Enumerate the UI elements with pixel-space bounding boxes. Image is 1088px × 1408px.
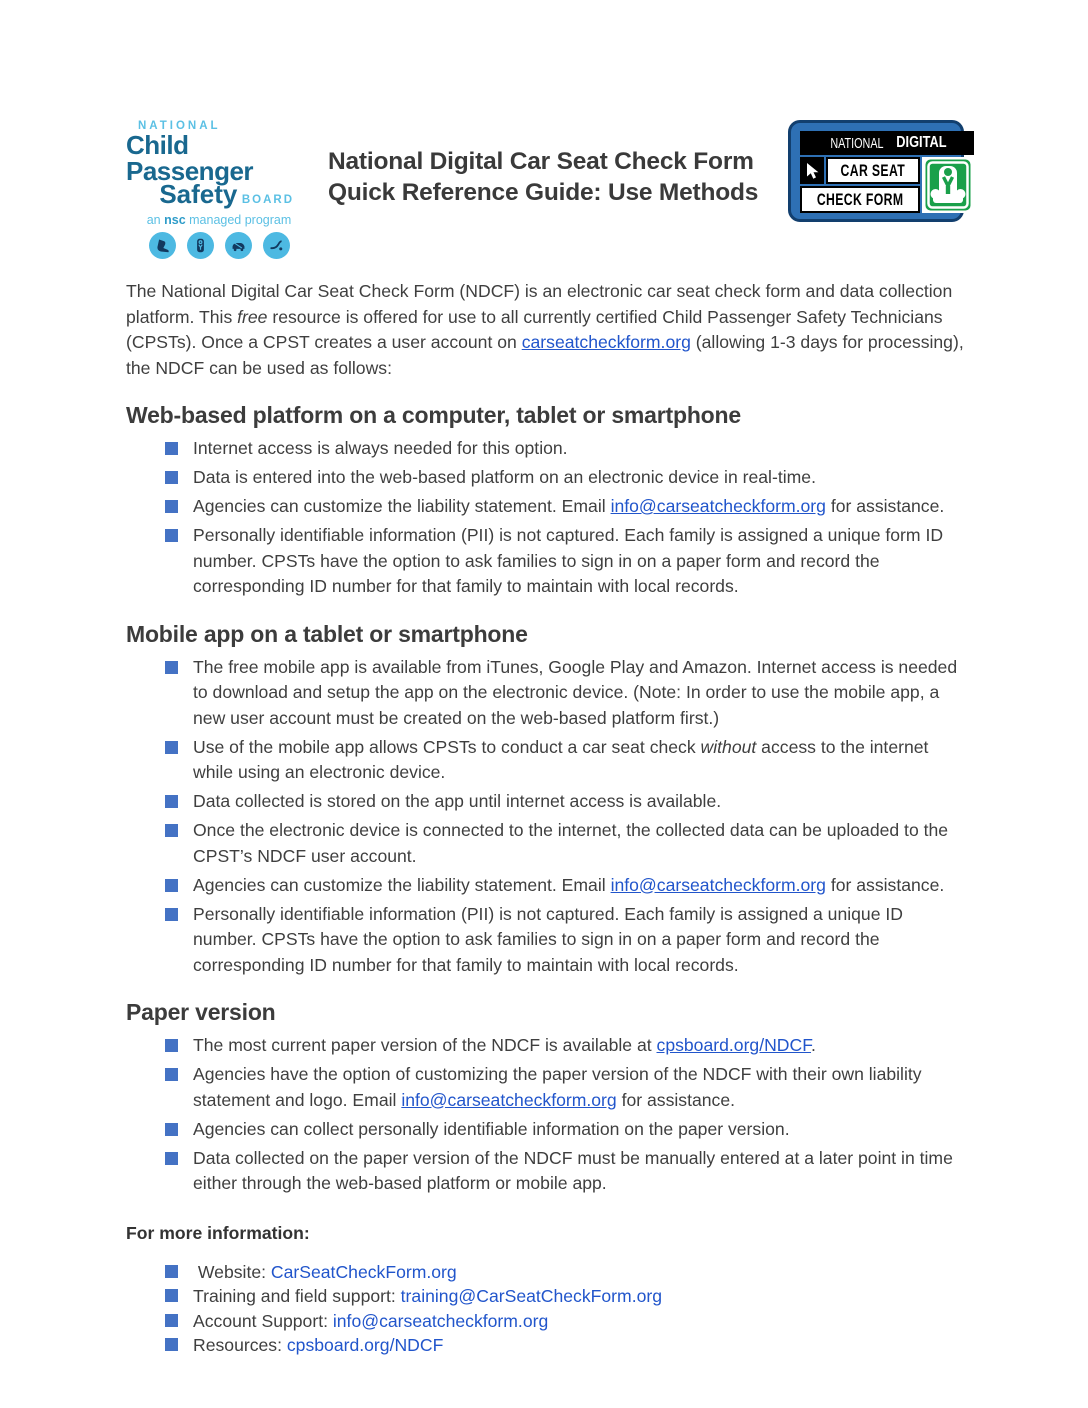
bullet-square-icon (165, 529, 178, 542)
page-title (312, 120, 788, 208)
bullet-item (165, 818, 964, 869)
bullet-square-icon (165, 661, 178, 674)
bullet-square-icon (165, 795, 178, 808)
hyperlink[interactable]: cpsboard.org/NDCF (656, 1035, 812, 1055)
seatbelt-icon (263, 232, 290, 259)
bullet-square-icon (165, 824, 178, 837)
vehicle-icon (225, 232, 252, 259)
bullet-text (193, 1333, 964, 1357)
ndcf-digital-label: DIGITAL (896, 134, 947, 151)
text-run: Training and field support: (193, 1286, 401, 1306)
text-run: Personally identifiable information (PII) is not captured. Each family is assigned a unique form ID number. CPSTs have the option to ask families to sign in on a paper form and record the corresponding ID number for that family to maintain with local records. (193, 525, 948, 596)
document-header (126, 120, 964, 259)
bullet-list (126, 436, 964, 600)
bullet-item (165, 1033, 964, 1059)
ndcf-check-form-label-box (800, 186, 920, 213)
text-run: Data collected is stored on the app until internet access is available. (193, 791, 722, 811)
board-logo-tagline (126, 213, 312, 227)
text-run: resource is offered for use to all currently certified Child Passenger Safety Technicians (CPSTs). Once a CPST creates a user account on (126, 306, 948, 352)
bullet-item (165, 1333, 964, 1357)
cps-board-logo (126, 120, 312, 259)
board-logo-board-label: BOARD (241, 194, 294, 206)
bullet-list (126, 1033, 964, 1197)
bullet-square-icon (165, 1123, 178, 1136)
ndcf-car-seat-label-box (826, 157, 920, 184)
bullet-text (193, 1284, 964, 1308)
bullet-text (193, 1033, 964, 1059)
section-more-information (126, 1223, 964, 1358)
ndcf-check-form-label: CHECK FORM (816, 189, 904, 209)
section-heading: Mobile app on a tablet or smartphone (126, 620, 528, 647)
section-mobile-app (126, 621, 964, 979)
board-logo-national-label: NATIONAL (138, 120, 221, 132)
tagline-post: managed program (185, 213, 292, 227)
board-logo-safety-label: Safety (159, 179, 238, 209)
hyperlink[interactable]: carseatcheckform.org (521, 332, 691, 352)
bullet-square-icon (165, 442, 178, 455)
bullet-text (193, 1309, 964, 1333)
bullet-text (193, 902, 964, 979)
hyperlink[interactable]: info@carseatcheckform.org (610, 496, 826, 516)
bullet-square-icon (165, 471, 178, 484)
bullet-item (165, 1062, 964, 1113)
section-heading: Paper version (126, 999, 276, 1025)
car-seat-icon (149, 232, 176, 259)
page-title-line2: Quick Reference Guide: Use Methods (328, 179, 759, 206)
text-run: for assistance. (825, 874, 945, 895)
bullet-item (165, 902, 964, 979)
text-run: The most current paper version of the NDCF is available at (193, 1035, 657, 1055)
bullet-text (193, 1146, 964, 1197)
tagline-pre: an (146, 213, 165, 227)
bullet-text (193, 436, 964, 462)
board-logo-icon-row (126, 232, 312, 259)
bullet-item (165, 436, 964, 462)
section-paper-version (126, 999, 964, 1197)
text-run: access to the internet while using an electronic device. (193, 736, 934, 782)
more-info-list (126, 1260, 964, 1358)
bullet-square-icon (165, 1068, 178, 1081)
more-info-heading: For more information: (126, 1222, 310, 1243)
section-heading: Web-based platform on a computer, tablet or smartphone (126, 402, 741, 428)
ndcf-car-seat-label: CAR SEAT (840, 160, 906, 180)
italic-text: without (700, 736, 757, 757)
bullet-text (193, 655, 964, 732)
bullet-item (165, 735, 964, 786)
hyperlink[interactable]: CarSeatCheckForm.org (270, 1261, 457, 1282)
hyperlink[interactable]: training@CarSeatCheckForm.org (400, 1286, 663, 1306)
italic-text: free (237, 306, 268, 327)
hyperlink[interactable]: cpsboard.org/NDCF (286, 1335, 444, 1355)
text-run: . (811, 1035, 816, 1055)
text-run: for assistance. (616, 1089, 736, 1110)
page-title-line1: National Digital Car Seat Check Form (328, 148, 754, 175)
bullet-square-icon (165, 879, 178, 892)
bullet-text (193, 1260, 964, 1284)
bullet-square-icon (165, 1314, 178, 1327)
ndcf-logo (788, 120, 964, 222)
text-run: The free mobile app is available from iTunes, Google Play and Amazon. Internet access is needed to download and setup the app on the electronic device. (Note: In order to use the mobile app, a new user account must be created on the web-based platform first.) (193, 656, 963, 728)
bullet-text (193, 1117, 964, 1143)
section-web-platform (126, 402, 964, 600)
bullet-text (193, 818, 964, 869)
text-run: Resources: (193, 1335, 287, 1355)
bullet-item (165, 1117, 964, 1143)
text-run: Agencies can collect personally identifiable information on the paper version. (193, 1118, 790, 1139)
bullet-item (165, 1260, 964, 1284)
page-content (126, 120, 969, 1358)
bullet-square-icon (165, 1338, 178, 1351)
bullet-text (193, 789, 964, 815)
text-run: Data is entered into the web-based platform on an electronic device in real-time. (193, 467, 816, 487)
bullet-text (193, 873, 964, 899)
tagline-nsc: nsc (164, 213, 186, 227)
text-run: The National Digital Car Seat Check Form (NDCF) is an electronic car seat check form and data collection platform. This (126, 281, 958, 327)
hyperlink[interactable]: info@carseatcheckform.org (401, 1089, 617, 1110)
bullet-square-icon (165, 908, 178, 921)
bullet-square-icon (165, 1289, 178, 1302)
hyperlink[interactable]: info@carseatcheckform.org (610, 874, 826, 895)
bullet-square-icon (165, 1152, 178, 1165)
ndcf-national-label: NATIONAL (830, 134, 885, 152)
bullet-item (165, 494, 964, 520)
text-run: Agencies can customize the liability statement. Email (193, 874, 611, 895)
text-run: Internet access is always needed for this option. (193, 438, 568, 458)
bullet-square-icon (165, 1039, 178, 1052)
text-run: Agencies have the option of customizing the paper version of the NDCF with their own liability statement and logo. Email (193, 1064, 927, 1110)
bullet-list (126, 655, 964, 979)
bullet-square-icon (165, 741, 178, 754)
cursor-arrow-icon (800, 157, 824, 184)
bullet-item (165, 523, 964, 600)
text-run: Agencies can customize the liability statement. Email (193, 496, 611, 516)
bullet-item (165, 873, 964, 899)
text-run: for assistance. (825, 496, 945, 516)
text-run: Personally identifiable information (PII) is not captured. Each family is assigned a unique ID number. CPSTs have the option to ask families to sign in on a paper form and record the corresponding ID number for that family to maintain with local records. (193, 903, 908, 975)
board-logo-safety-board-label (126, 179, 312, 212)
text-run: Use of the mobile app allows CPSTs to conduct a car seat check (193, 736, 701, 757)
hyperlink[interactable]: info@carseatcheckform.org (332, 1310, 549, 1331)
bullet-item (165, 789, 964, 815)
bullet-item (165, 1146, 964, 1197)
bullet-text (193, 735, 964, 786)
bullet-item (165, 1309, 964, 1333)
text-run: (allowing 1-3 days for processing), the NDCF can be used as follows: (126, 332, 969, 378)
text-run: Data collected on the paper version of the NDCF must be manually entered at a later point in time either through the web-based platform or mobile app. (193, 1147, 958, 1193)
car-seat-badge-icon (922, 157, 974, 213)
bullet-item (165, 655, 964, 732)
board-logo-child-passenger-label: Child Passenger (126, 130, 254, 186)
text-run: Account Support: (193, 1310, 333, 1331)
child-in-harness-icon (187, 232, 214, 259)
bullet-text (193, 465, 964, 491)
bullet-item (165, 1284, 964, 1308)
bullet-text (193, 523, 964, 600)
bullet-text (193, 494, 964, 520)
bullet-item (165, 465, 964, 491)
bullet-square-icon (165, 1265, 178, 1278)
bullet-square-icon (165, 500, 178, 513)
bullet-text (193, 1062, 964, 1113)
intro-paragraph (126, 279, 969, 381)
text-run: Website: (193, 1261, 271, 1282)
ndcf-logo-topbar (800, 131, 974, 155)
text-run: Once the electronic device is connected to the internet, the collected data can be uploaded to the CPST’s NDCF user account. (193, 820, 953, 866)
